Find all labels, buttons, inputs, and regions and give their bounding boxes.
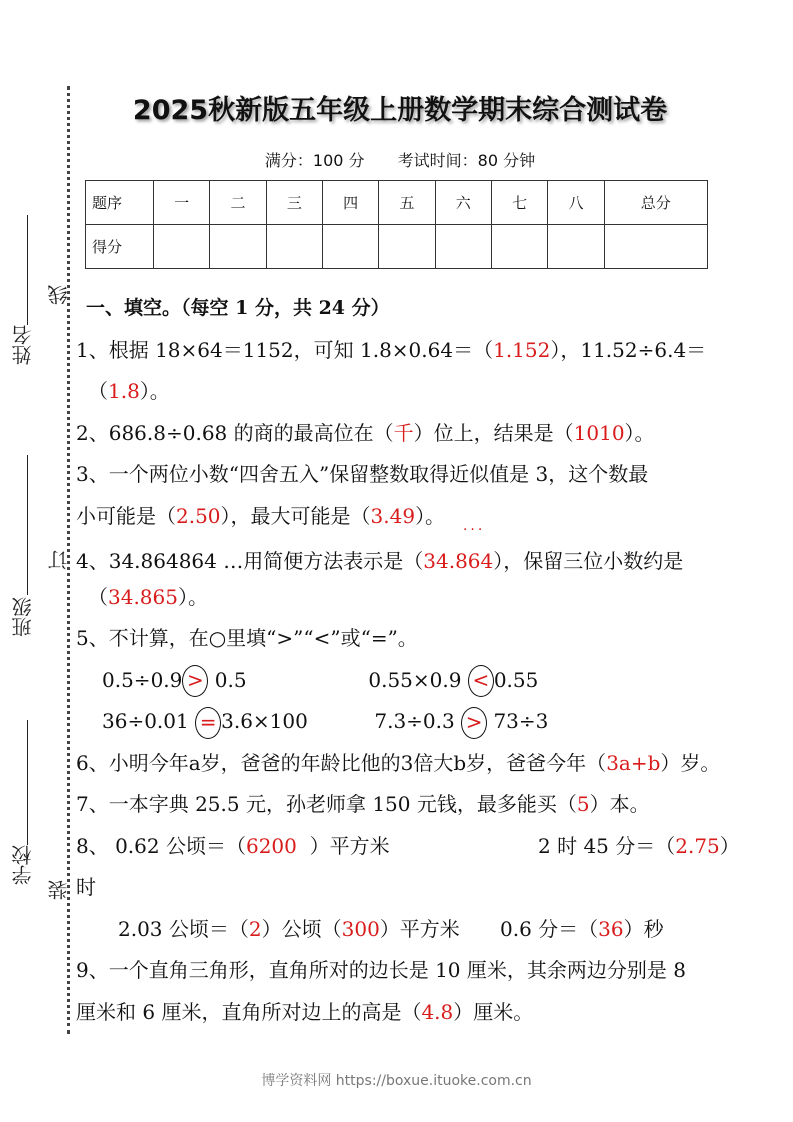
binding-mark-staple: 订	[47, 550, 71, 570]
comparison-item	[358, 701, 624, 743]
score-table-header-row	[86, 181, 708, 225]
score-cell: 四	[322, 181, 378, 225]
score-input-cell[interactable]	[435, 225, 491, 269]
question-text: （	[88, 584, 108, 609]
score-cell: 题序	[86, 181, 154, 225]
question-text: ）。	[415, 503, 446, 528]
score-table-score-row	[86, 225, 708, 269]
score-input-cell[interactable]	[379, 225, 435, 269]
question-text: ），最大可能是（	[220, 503, 371, 528]
answer: 6200	[245, 833, 297, 858]
score-cell: 二	[210, 181, 266, 225]
exam-time: 考试时间：80 分钟	[397, 151, 536, 170]
question-3-cont	[76, 496, 726, 538]
answer: 2.75	[675, 833, 720, 858]
question-text: 小可能是（	[76, 503, 176, 528]
comparison-row	[76, 701, 726, 743]
answer: 36	[598, 916, 624, 941]
page-title: 2025秋新版五年级上册数学期末综合测试卷	[132, 95, 668, 126]
answer: 864	[455, 549, 494, 573]
answer: 34.865	[108, 584, 178, 609]
expr: 73÷3	[493, 709, 549, 733]
question-7	[76, 784, 726, 826]
question-text: 厘米和 6 厘米，直角所对边上的高是（	[76, 999, 422, 1024]
question-text: （	[88, 379, 108, 403]
question-text: 6、小明今年a岁，爸爸的年龄比他的3倍大b岁，爸爸今年（	[76, 750, 607, 775]
answer: 1010	[573, 420, 625, 445]
question-text: 8、 0.62 公顷＝（	[76, 833, 246, 858]
question-text: ）	[719, 833, 740, 858]
answer: 2	[248, 916, 262, 941]
question-text: 7、一本字典 25.5 元，孙老师拿 150 元钱，最多能买（	[76, 792, 577, 816]
expr: 36÷0.01	[102, 709, 189, 733]
score-input-cell[interactable]	[322, 225, 378, 269]
question-text: ）本。	[589, 792, 650, 816]
question-text: ）平方米	[296, 833, 390, 858]
question-text: ）。	[177, 584, 208, 609]
question-text: ）厘米。	[453, 999, 534, 1024]
comparison-item	[358, 660, 618, 702]
school-underline	[27, 720, 28, 845]
school-label: 学校	[11, 845, 35, 885]
question-text: 0.6 分＝（	[500, 916, 599, 941]
full-score: 满分：100 分	[264, 151, 365, 170]
comparison-item	[102, 701, 352, 743]
question-8	[76, 826, 740, 868]
question-text: ）秒	[623, 916, 664, 941]
question-text: ）岁。	[660, 750, 721, 775]
score-input-cell[interactable]	[604, 225, 707, 269]
question-8-wrap: 时	[76, 875, 96, 899]
question-2	[76, 413, 726, 455]
expr: 0.5	[214, 667, 247, 692]
expr: 0.5÷0.9	[102, 667, 183, 692]
score-input-cell[interactable]	[548, 225, 604, 269]
comparison-circle: >	[182, 665, 208, 697]
score-input-cell[interactable]	[491, 225, 547, 269]
score-cell: 得分	[86, 225, 154, 269]
question-8-part-4	[500, 909, 664, 951]
question-text: 2 时 45 分＝（	[538, 833, 676, 858]
question-1	[76, 330, 726, 372]
section-heading: 一、填空。（每空 1 分，共 24 分）	[86, 297, 390, 319]
score-input-cell[interactable]	[210, 225, 266, 269]
question-text: ），11.52÷6.4＝	[550, 337, 707, 362]
question-9-cont	[76, 992, 726, 1034]
question-8-cont	[76, 909, 726, 951]
answer: 1.152	[493, 337, 551, 362]
class-label: 班级	[11, 597, 35, 637]
class-underline	[27, 455, 28, 595]
answer: 3a+b	[606, 750, 661, 775]
comparison-circle: =	[195, 707, 221, 739]
question-text: ）公顷（	[261, 916, 342, 941]
comparison-circle: >	[461, 707, 487, 739]
answer: 1.8	[108, 379, 140, 403]
question-9: 9、一个直角三角形，直角所对的边长是 10 厘米，其余两边分别是 8	[76, 958, 686, 982]
answer: 300	[341, 916, 380, 941]
question-4	[76, 522, 726, 583]
question-text: 4、34.864864 …用简便方法表示是（	[76, 549, 424, 573]
question-text: ），保留三位小数约是	[493, 549, 684, 573]
score-cell: 一	[154, 181, 210, 225]
question-text: ）。	[139, 379, 170, 403]
comparison-item	[102, 660, 352, 702]
expr: 0.55×0.9	[368, 667, 462, 692]
answer: 千	[393, 420, 414, 445]
name-underline	[27, 215, 28, 325]
name-label: 姓名	[11, 325, 35, 365]
expr: 3.6×100	[221, 709, 308, 733]
footer-watermark: 博学资料网 https://boxue.ituoke.com.cn	[261, 1073, 532, 1089]
question-6	[76, 743, 726, 785]
score-cell: 八	[548, 181, 604, 225]
question-5: 5、不计算，在○里填“>”“<”或“=”。	[76, 626, 418, 650]
answer: 4.8	[421, 999, 454, 1024]
repeating-decimal	[455, 522, 494, 583]
answer: 34.	[423, 549, 456, 573]
question-1-cont	[76, 371, 726, 413]
expr: 7.3÷0.3	[374, 709, 455, 733]
binding-mark-bind: 装	[47, 880, 71, 900]
question-text: ）位上，结果是（	[413, 420, 574, 445]
answer: 3.49	[370, 503, 416, 528]
question-4-cont	[76, 577, 726, 619]
score-cell: 总分	[604, 181, 707, 225]
questions	[76, 288, 740, 1033]
question-8-part-2	[538, 826, 740, 868]
score-input-cell[interactable]	[266, 225, 322, 269]
comparison-row	[76, 660, 726, 702]
question-3: 3、一个两位小数“四舍五入”保留整数取得近似值是 3，这个数最	[76, 462, 649, 486]
exam-meta	[85, 148, 715, 171]
question-text: ）平方米	[379, 916, 460, 941]
expr: 0.55	[493, 667, 539, 692]
score-cell: 三	[266, 181, 322, 225]
answer: 2.50	[176, 503, 221, 528]
score-cell: 七	[491, 181, 547, 225]
question-text: 2、686.8÷0.68 的商的最高位在（	[76, 420, 394, 445]
score-cell: 五	[379, 181, 435, 225]
score-table	[85, 180, 708, 269]
score-input-cell[interactable]	[154, 225, 210, 269]
repeat-dots: ···	[462, 522, 486, 538]
question-text: 2.03 公顷＝（	[118, 916, 249, 941]
answer: 5	[576, 792, 590, 816]
binding-mark-line: 线	[47, 285, 71, 305]
score-cell: 六	[435, 181, 491, 225]
question-text: 1、根据 18×64＝1152，可知 1.8×0.64＝（	[76, 337, 494, 362]
comparison-circle: <	[468, 665, 494, 697]
question-text: ）。	[624, 420, 655, 445]
